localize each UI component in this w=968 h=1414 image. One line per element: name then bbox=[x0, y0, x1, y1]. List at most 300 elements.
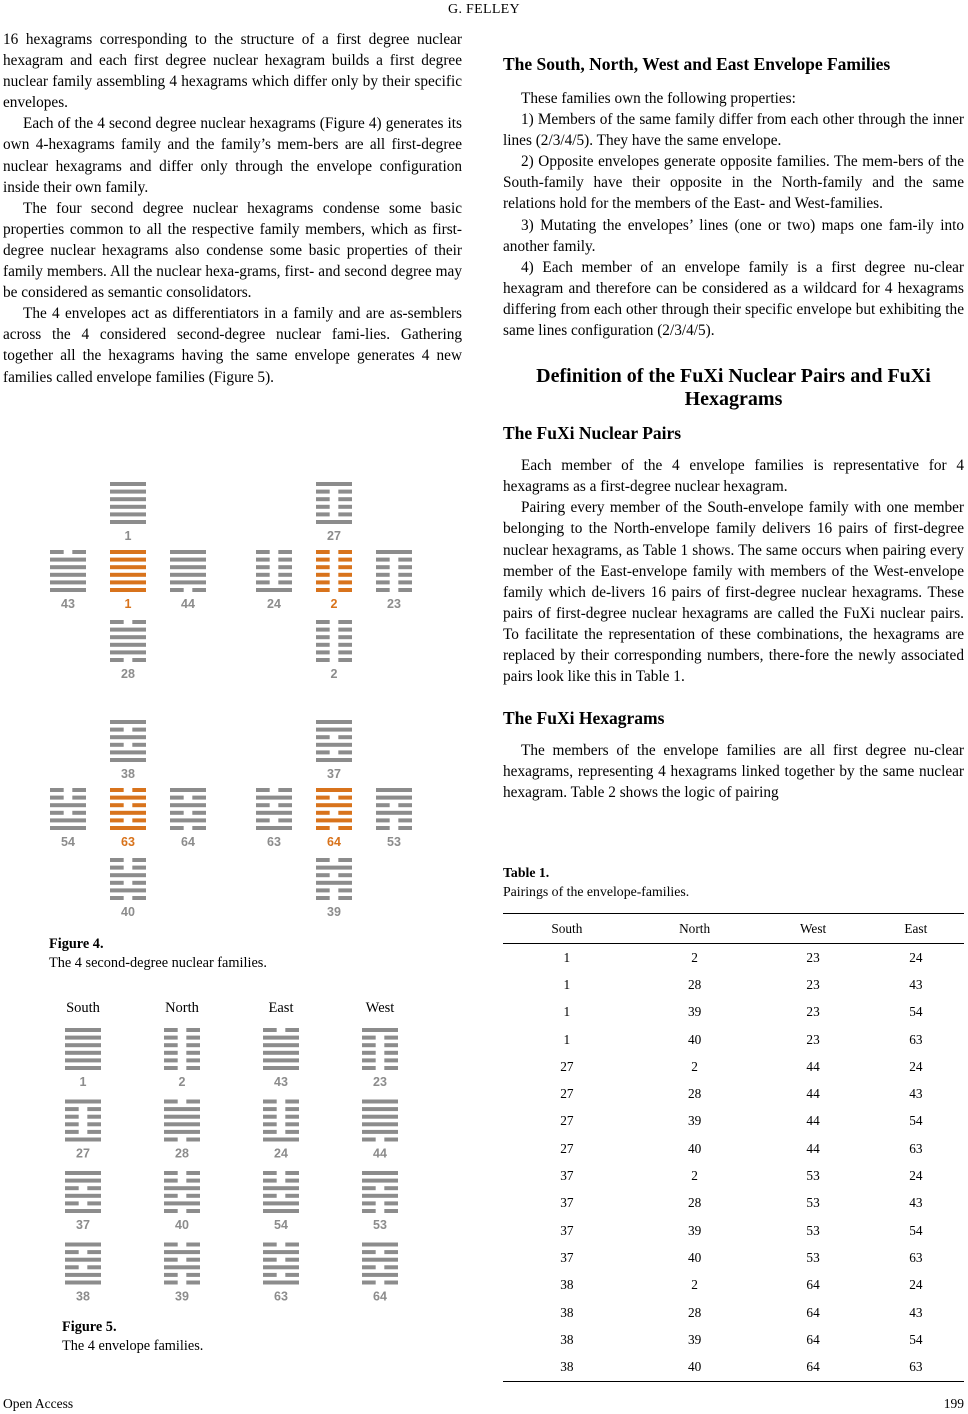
table-cell: 54 bbox=[909, 1222, 923, 1238]
list-item: 1) Members of the same family differ from each other through the inner lines (2/3/4/5). They have the same envelope. bbox=[503, 111, 964, 150]
yin-line bbox=[164, 1243, 178, 1247]
yin-line bbox=[316, 490, 330, 494]
table-cell: 43 bbox=[909, 1304, 923, 1320]
paragraph: Each member of the 4 envelope families is representative for 4 hexagrams as a first-degree nuclear hexagram. bbox=[503, 457, 964, 496]
yin-line bbox=[110, 818, 124, 822]
hexagram-number: 43 bbox=[61, 597, 75, 611]
yin-line bbox=[285, 1273, 299, 1277]
hexagram-1 bbox=[65, 1028, 101, 1089]
yin-line bbox=[263, 1028, 277, 1032]
yin-line bbox=[278, 818, 292, 822]
yang-line bbox=[362, 1243, 398, 1247]
table-cell: 37 bbox=[560, 1195, 574, 1211]
yin-line bbox=[110, 728, 124, 732]
yin-line bbox=[384, 1250, 398, 1254]
yang-line bbox=[362, 1028, 398, 1032]
yin-line bbox=[256, 580, 270, 584]
table-cell: 53 bbox=[806, 1168, 820, 1184]
table-cell: 40 bbox=[687, 1249, 702, 1265]
yin-line bbox=[362, 1051, 376, 1055]
yang-line bbox=[170, 565, 206, 569]
yang-line bbox=[170, 788, 206, 792]
yang-line bbox=[170, 558, 206, 562]
yin-line bbox=[110, 743, 124, 747]
yang-line bbox=[65, 1036, 101, 1040]
table-cell: 63 bbox=[909, 1249, 923, 1265]
yang-line bbox=[110, 796, 146, 800]
hexagram-number: 23 bbox=[387, 597, 401, 611]
yang-line bbox=[65, 1138, 101, 1142]
hexagram-number: 39 bbox=[327, 905, 341, 919]
yang-line bbox=[50, 803, 86, 807]
yin-line bbox=[338, 735, 352, 739]
table-cell: 63 bbox=[868, 1353, 964, 1381]
table-cell: 38 bbox=[560, 1331, 574, 1347]
yin-line bbox=[316, 796, 330, 800]
yin-line bbox=[376, 558, 390, 562]
yin-line bbox=[186, 1194, 200, 1198]
yin-line bbox=[186, 1243, 200, 1247]
table-row bbox=[503, 1244, 964, 1271]
yin-line bbox=[186, 1273, 200, 1277]
table-cell: 40 bbox=[687, 1140, 702, 1156]
yin-line bbox=[186, 1058, 200, 1062]
hexagram-number: 63 bbox=[267, 835, 281, 849]
yang-line bbox=[65, 1058, 101, 1062]
yin-line bbox=[278, 558, 292, 562]
hexagram-number: 63 bbox=[274, 1289, 288, 1304]
yin-line bbox=[170, 796, 184, 800]
yang-line bbox=[316, 728, 352, 732]
yang-line bbox=[65, 1194, 101, 1198]
hexagram-63 bbox=[256, 788, 292, 849]
yin-line bbox=[376, 565, 390, 569]
table-cell: 44 bbox=[806, 1058, 820, 1074]
yin-line bbox=[376, 826, 390, 830]
yin-line bbox=[362, 1066, 376, 1070]
yang-line bbox=[65, 1066, 101, 1070]
yin-line bbox=[278, 788, 292, 792]
yin-line bbox=[263, 1171, 277, 1175]
yang-line bbox=[316, 720, 352, 724]
yin-line bbox=[263, 1130, 277, 1134]
hexagram-1 bbox=[110, 550, 146, 611]
yang-line bbox=[110, 512, 146, 516]
yin-line bbox=[132, 858, 146, 862]
yang-line bbox=[65, 1258, 101, 1262]
yin-line bbox=[316, 873, 330, 877]
yang-line bbox=[110, 735, 146, 739]
figure-5-caption bbox=[62, 1318, 203, 1356]
yin-line bbox=[65, 1130, 79, 1134]
hexagram-number: 27 bbox=[76, 1146, 90, 1161]
yin-line bbox=[316, 826, 330, 830]
yang-line bbox=[170, 550, 206, 554]
yin-line bbox=[186, 1036, 200, 1040]
hexagram-24 bbox=[263, 1100, 299, 1161]
yin-line bbox=[110, 803, 124, 807]
yin-line bbox=[362, 1036, 376, 1040]
hexagram-number: 28 bbox=[175, 1146, 189, 1161]
subsection-heading: The FuXi Nuclear Pairs bbox=[503, 423, 682, 444]
hexagram-number: 40 bbox=[121, 905, 135, 919]
column-header: South bbox=[503, 914, 631, 944]
hexagram-37 bbox=[316, 720, 352, 781]
hexagram-2 bbox=[316, 550, 352, 611]
yin-line bbox=[170, 811, 184, 815]
yang-line bbox=[164, 1107, 200, 1111]
table-cell: 1 bbox=[563, 1004, 571, 1020]
yang-line bbox=[110, 650, 146, 654]
yin-line bbox=[285, 1115, 299, 1119]
yin-line bbox=[316, 588, 330, 592]
yin-line bbox=[132, 803, 146, 807]
yang-line bbox=[263, 1201, 299, 1205]
yin-line bbox=[285, 1028, 299, 1032]
hexagram-number: 2 bbox=[330, 597, 338, 611]
yin-line bbox=[110, 896, 124, 900]
table-header-row bbox=[503, 914, 964, 944]
yin-line bbox=[285, 1171, 299, 1175]
hexagram-40 bbox=[164, 1171, 200, 1232]
yang-line bbox=[164, 1201, 200, 1205]
table-cell: 28 bbox=[687, 1086, 702, 1102]
yin-line bbox=[164, 1281, 178, 1285]
paragraph: Pairing every member of the South-envelope family with one member belonging to the North-envelope family delivers 16 pairs of first-degree nuclear hexagrams, as Table 1 shows. The same occurs when pairing every member of the East-envelope family with members of the West-envelope family which de-livers 16 pairs of first-degree nuclear hexagrams. These pairs of first-degree nuclear hexagrams are called the FuXi nuclear pairs. To facilitate the representation of these combinations, the hexagrams are replaced by their corresponding numbers, there-fore the newly associated pairs look like this in Table 1. bbox=[503, 499, 964, 686]
hexagram-54 bbox=[50, 788, 86, 849]
yin-line bbox=[376, 803, 390, 807]
column-header: East bbox=[868, 914, 964, 944]
yin-line bbox=[186, 1171, 200, 1175]
yin-line bbox=[338, 858, 352, 862]
column-header: West bbox=[365, 1000, 395, 1016]
yang-line bbox=[110, 482, 146, 486]
table-cell: 63 bbox=[909, 1140, 923, 1156]
yang-line bbox=[316, 881, 352, 885]
table-cell: 1 bbox=[563, 949, 571, 965]
yin-line bbox=[192, 796, 206, 800]
yang-line bbox=[376, 796, 412, 800]
column-header: West bbox=[758, 914, 867, 944]
yin-line bbox=[65, 1250, 79, 1254]
table-cell: 64 bbox=[806, 1331, 820, 1347]
yin-line bbox=[338, 573, 352, 577]
yin-line bbox=[263, 1100, 277, 1104]
yang-line bbox=[316, 788, 352, 792]
yin-line bbox=[285, 1100, 299, 1104]
hexagram-39 bbox=[316, 858, 352, 919]
yin-line bbox=[398, 573, 412, 577]
hexagram-number: 64 bbox=[327, 835, 341, 849]
hexagram-28 bbox=[164, 1100, 200, 1161]
table-cell: 1 bbox=[563, 976, 571, 992]
yang-line bbox=[164, 1122, 200, 1126]
section-title: Definition of the FuXi Nuclear Pairs and FuXi Hexagrams bbox=[536, 365, 931, 411]
table-row bbox=[503, 1217, 964, 1244]
yin-line bbox=[50, 811, 64, 815]
yang-line bbox=[263, 1066, 299, 1070]
yin-line bbox=[316, 550, 330, 554]
yang-line bbox=[50, 573, 86, 577]
table-cell: 28 bbox=[687, 1195, 702, 1211]
yin-line bbox=[338, 490, 352, 494]
yang-line bbox=[50, 588, 86, 592]
yin-line bbox=[285, 1179, 299, 1183]
yin-line bbox=[132, 866, 146, 870]
yin-line bbox=[164, 1258, 178, 1262]
yin-line bbox=[285, 1194, 299, 1198]
yin-line bbox=[87, 1130, 101, 1134]
table-cell: 28 bbox=[687, 976, 702, 992]
yin-line bbox=[362, 1186, 376, 1190]
yang-line bbox=[164, 1186, 200, 1190]
table-cell: 53 bbox=[806, 1222, 820, 1238]
yin-line bbox=[338, 750, 352, 754]
yin-line bbox=[285, 1130, 299, 1134]
yin-line bbox=[164, 1179, 178, 1183]
yang-line bbox=[65, 1243, 101, 1247]
yang-line bbox=[263, 1043, 299, 1047]
yin-line bbox=[376, 573, 390, 577]
yin-line bbox=[285, 1258, 299, 1262]
yang-line bbox=[316, 758, 352, 762]
yang-line bbox=[65, 1281, 101, 1285]
table-cell: 37 bbox=[560, 1249, 574, 1265]
yin-line bbox=[263, 1115, 277, 1119]
yin-line bbox=[170, 588, 184, 592]
yin-line bbox=[384, 1066, 398, 1070]
yin-line bbox=[338, 565, 352, 569]
subsection-heading: The FuXi Hexagrams bbox=[503, 708, 665, 729]
table-cell: 39 bbox=[687, 1222, 702, 1238]
yang-line bbox=[65, 1100, 101, 1104]
hexagram-number: 43 bbox=[274, 1075, 288, 1089]
yin-line bbox=[338, 796, 352, 800]
yin-line bbox=[278, 565, 292, 569]
hexagram-64 bbox=[362, 1243, 398, 1304]
yin-line bbox=[316, 573, 330, 577]
yin-line bbox=[192, 826, 206, 830]
yin-line bbox=[263, 1273, 277, 1277]
yang-line bbox=[65, 1028, 101, 1032]
yang-line bbox=[316, 520, 352, 524]
yang-line bbox=[164, 1130, 200, 1134]
yang-line bbox=[50, 818, 86, 822]
yang-line bbox=[110, 750, 146, 754]
yin-line bbox=[362, 1138, 376, 1142]
table-row bbox=[503, 1135, 964, 1162]
yin-line bbox=[316, 505, 330, 509]
table-row bbox=[503, 1326, 964, 1353]
yin-line bbox=[110, 620, 124, 624]
figure-5-label: Figure 5. bbox=[62, 1319, 117, 1335]
yin-line bbox=[87, 1250, 101, 1254]
table-row bbox=[503, 1108, 964, 1135]
hexagram-64 bbox=[170, 788, 206, 849]
yang-line bbox=[170, 580, 206, 584]
yin-line bbox=[316, 643, 330, 647]
hexagram-38 bbox=[65, 1243, 101, 1304]
table-cell: 2 bbox=[691, 1168, 698, 1184]
yang-line bbox=[110, 490, 146, 494]
yin-line bbox=[87, 1107, 101, 1111]
table-cell: 44 bbox=[806, 1140, 820, 1156]
yin-line bbox=[50, 796, 64, 800]
yin-line bbox=[65, 1115, 79, 1119]
table-cell: 23 bbox=[806, 976, 820, 992]
column-header: North bbox=[631, 914, 759, 944]
hexagram-2 bbox=[164, 1028, 200, 1089]
yin-line bbox=[72, 796, 86, 800]
yin-line bbox=[256, 803, 270, 807]
yin-line bbox=[256, 558, 270, 562]
yang-line bbox=[110, 888, 146, 892]
yang-line bbox=[65, 1179, 101, 1183]
yin-line bbox=[278, 550, 292, 554]
table-cell: 40 bbox=[631, 1353, 759, 1381]
hexagram-24 bbox=[256, 550, 292, 611]
yin-line bbox=[316, 735, 330, 739]
figure-4-label: Figure 4. bbox=[49, 936, 104, 952]
yin-line bbox=[132, 818, 146, 822]
yin-line bbox=[338, 512, 352, 516]
yin-line bbox=[186, 1100, 200, 1104]
yin-line bbox=[285, 1243, 299, 1247]
yin-line bbox=[316, 558, 330, 562]
column-header: North bbox=[165, 1000, 199, 1016]
table-row bbox=[503, 1026, 964, 1053]
yang-line bbox=[50, 565, 86, 569]
yin-line bbox=[384, 1201, 398, 1205]
table-cell: 54 bbox=[909, 1004, 923, 1020]
yin-line bbox=[362, 1250, 376, 1254]
yin-line bbox=[338, 811, 352, 815]
yang-line bbox=[110, 558, 146, 562]
yin-line bbox=[72, 550, 86, 554]
yin-line bbox=[256, 550, 270, 554]
yin-line bbox=[316, 565, 330, 569]
hexagram-44 bbox=[170, 550, 206, 611]
table-cell: 27 bbox=[560, 1058, 574, 1074]
yin-line bbox=[186, 1258, 200, 1262]
table-cell: 38 bbox=[503, 1353, 631, 1381]
yang-line bbox=[256, 796, 292, 800]
yin-line bbox=[338, 550, 352, 554]
yang-line bbox=[65, 1209, 101, 1213]
hexagram-63 bbox=[110, 788, 146, 849]
table-cell: 64 bbox=[806, 1304, 820, 1320]
yin-line bbox=[87, 1201, 101, 1205]
hexagram-23 bbox=[362, 1028, 398, 1089]
yin-line bbox=[398, 588, 412, 592]
yin-line bbox=[338, 650, 352, 654]
yang-line bbox=[316, 866, 352, 870]
yin-line bbox=[316, 888, 330, 892]
yin-line bbox=[65, 1201, 79, 1205]
left-column bbox=[3, 29, 462, 388]
table-cell: 39 bbox=[687, 1113, 702, 1129]
paragraph: Each of the 4 second degree nuclear hexagrams (Figure 4) generates its own 4-hexagrams family and the family’s mem-bers are all first-degree nuclear hexagrams and differ only through the envelope configuration inside their own family. bbox=[3, 115, 462, 196]
right-column bbox=[503, 52, 964, 803]
yin-line bbox=[338, 505, 352, 509]
yang-line bbox=[376, 811, 412, 815]
table-row bbox=[503, 1353, 964, 1381]
yin-line bbox=[398, 558, 412, 562]
yin-line bbox=[263, 1122, 277, 1126]
column-header: South bbox=[66, 1000, 100, 1016]
yin-line bbox=[65, 1265, 79, 1269]
yin-line bbox=[316, 580, 330, 584]
hexagram-40 bbox=[110, 858, 146, 919]
yang-line bbox=[110, 550, 146, 554]
yin-line bbox=[362, 1043, 376, 1047]
table-cell: 54 bbox=[909, 1113, 923, 1129]
hexagram-43 bbox=[50, 550, 86, 611]
hexagram-44 bbox=[362, 1100, 398, 1161]
yin-line bbox=[132, 743, 146, 747]
yang-line bbox=[376, 788, 412, 792]
table-cell: 24 bbox=[909, 1277, 923, 1293]
yin-line bbox=[338, 628, 352, 632]
list-item: 3) Mutating the envelopes’ lines (one or two) maps one fam-ily into another family. bbox=[503, 216, 964, 255]
table-cell: 37 bbox=[560, 1168, 574, 1184]
hexagram-number: 37 bbox=[76, 1218, 90, 1232]
yin-line bbox=[316, 658, 330, 662]
yang-line bbox=[362, 1130, 398, 1134]
table-cell: 43 bbox=[909, 976, 923, 992]
yin-line bbox=[65, 1107, 79, 1111]
yin-line bbox=[316, 620, 330, 624]
yin-line bbox=[50, 788, 64, 792]
yin-line bbox=[186, 1066, 200, 1070]
running-header: G. FELLEY bbox=[448, 2, 520, 17]
yang-line bbox=[110, 580, 146, 584]
yang-line bbox=[50, 580, 86, 584]
hexagram-1 bbox=[110, 482, 146, 543]
yin-line bbox=[376, 818, 390, 822]
yin-line bbox=[316, 750, 330, 754]
yang-line bbox=[170, 803, 206, 807]
table-cell: 44 bbox=[806, 1113, 820, 1129]
yin-line bbox=[65, 1122, 79, 1126]
yin-line bbox=[338, 580, 352, 584]
page-number: 199 bbox=[943, 1396, 964, 1411]
yang-line bbox=[362, 1194, 398, 1198]
yang-line bbox=[170, 573, 206, 577]
hexagram-number: 54 bbox=[61, 835, 75, 849]
yang-line bbox=[110, 643, 146, 647]
table-cell: 37 bbox=[560, 1222, 574, 1238]
yin-line bbox=[338, 873, 352, 877]
yang-line bbox=[362, 1115, 398, 1119]
yin-line bbox=[72, 811, 86, 815]
yang-line bbox=[110, 573, 146, 577]
table-cell: 39 bbox=[687, 1331, 702, 1347]
yin-line bbox=[164, 1028, 178, 1032]
yin-line bbox=[384, 1186, 398, 1190]
list-item: 2) Opposite envelopes generate opposite families. The mem-bers of the South-family have their opposite in the North-family and the same relations hold for the members of the East- and West-families. bbox=[503, 153, 964, 213]
hexagram-number: 44 bbox=[181, 597, 195, 611]
hexagram-number: 39 bbox=[175, 1289, 189, 1304]
yang-line bbox=[316, 482, 352, 486]
yang-line bbox=[263, 1186, 299, 1190]
yin-line bbox=[263, 1179, 277, 1183]
yang-line bbox=[110, 758, 146, 762]
yin-line bbox=[384, 1209, 398, 1213]
yin-line bbox=[186, 1043, 200, 1047]
yin-line bbox=[72, 788, 86, 792]
yang-line bbox=[164, 1115, 200, 1119]
